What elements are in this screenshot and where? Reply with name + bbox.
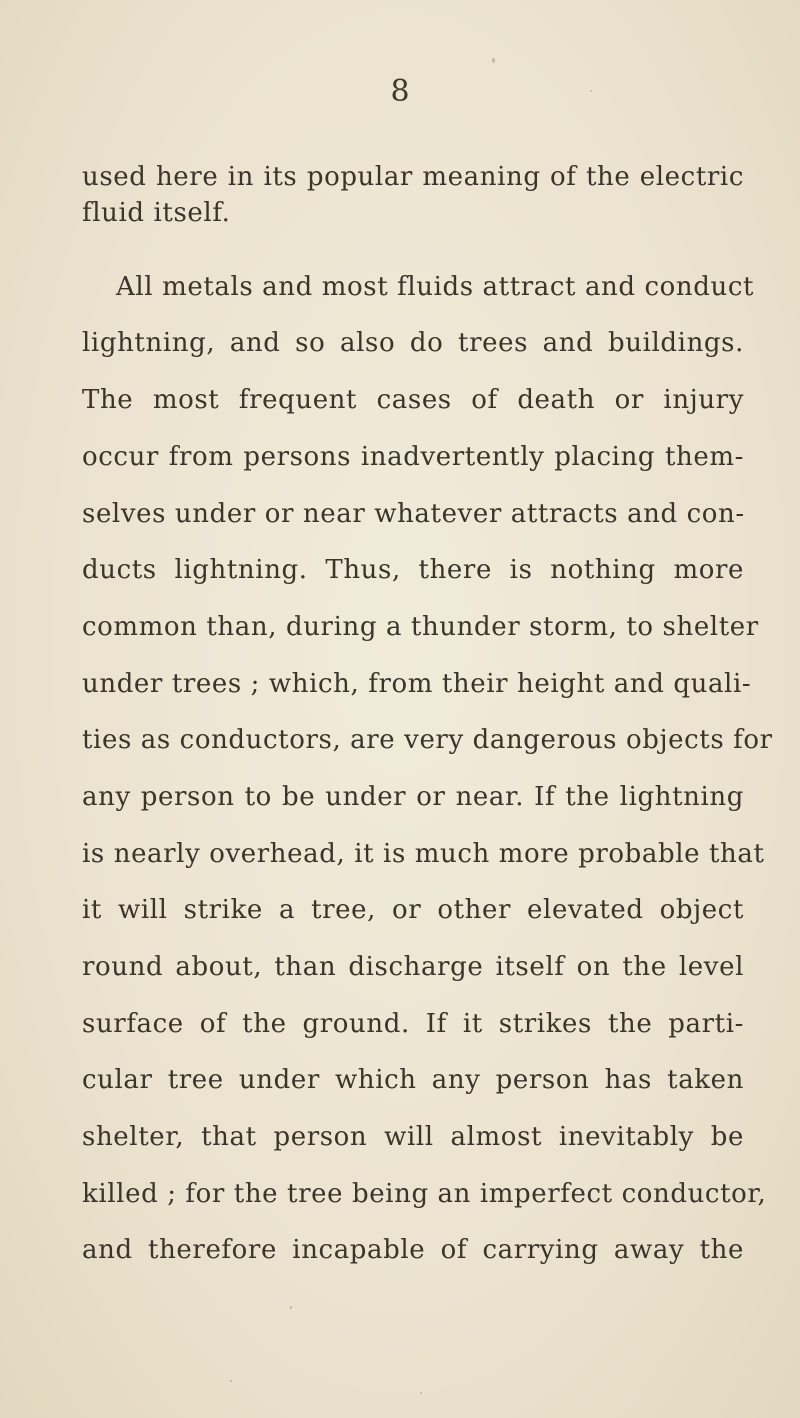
text-line: any person to be under or near. If the lightning: [82, 782, 744, 812]
page-number: 8: [390, 74, 410, 109]
text-line: surface of the ground. If it strikes the parti-: [82, 1009, 744, 1039]
text-line: it will strike a tree, or other elevated object: [82, 895, 744, 925]
text-line: round about, than discharge itself on the level: [82, 952, 744, 982]
text-line: shelter, that person will almost inevitably be: [82, 1122, 744, 1152]
text-line: All metals and most fluids attract and conduct: [116, 272, 755, 302]
text-line: lightning, and so also do trees and buildings.: [82, 328, 744, 358]
text-line: and therefore incapable of carrying away the: [82, 1235, 744, 1265]
text-line: selves under or near whatever attracts and con-: [82, 499, 745, 529]
paper-speck: [590, 90, 592, 92]
text-line: The most frequent cases of death or injury: [82, 385, 744, 415]
paper-speck: [420, 1392, 422, 1394]
body-text: [82, 0, 773, 1418]
text-line: occur from persons inadvertently placing them-: [82, 442, 744, 472]
text-line: under trees ; which, from their height and quali-: [82, 669, 752, 699]
paper-speck: [492, 58, 495, 63]
paper-speck: [290, 1306, 292, 1309]
text-line: fluid itself.: [82, 198, 231, 228]
text-line: is nearly overhead, it is much more probable that: [82, 839, 765, 869]
paper-speck: [230, 1380, 232, 1382]
text-line: ties as conductors, are very dangerous objects for: [82, 725, 773, 755]
text-line: used here in its popular meaning of the electric: [82, 162, 744, 192]
text-line: cular tree under which any person has taken: [82, 1065, 744, 1095]
text-line: common than, during a thunder storm, to shelter: [82, 612, 759, 642]
text-line: ducts lightning. Thus, there is nothing more: [82, 555, 744, 585]
text-line: killed ; for the tree being an imperfect conductor,: [82, 1179, 767, 1209]
